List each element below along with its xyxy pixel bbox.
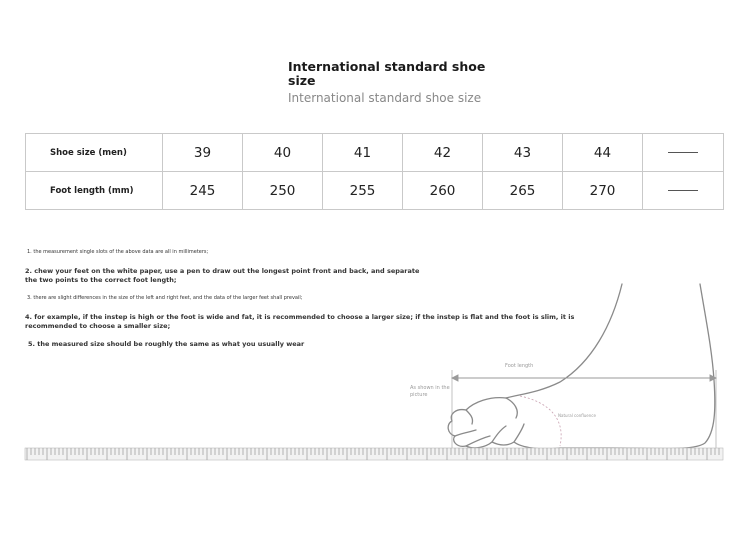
table-cell: 270 (563, 172, 643, 210)
note-4: 4. for example, if the instep is high or the foot is wide and fat, it is recommended to choose a larger size; if the instep is flat and the foot is slim, it is recommended to choose a smaller size; (25, 313, 575, 330)
foot-length-label: Foot length (505, 363, 534, 369)
measure-arrow-icon (452, 370, 716, 450)
table-cell: 40 (243, 134, 323, 172)
note-1: 1. the measurement single slots of the above data are all in millimeters; (27, 249, 209, 255)
table-cell: 44 (563, 134, 643, 172)
table-cell: 260 (403, 172, 483, 210)
page-subtitle: International standard shoe size (288, 91, 482, 105)
note-5: 5. the measured size should be roughly the same as what you usually wear (28, 340, 305, 348)
table-cell: 41 (323, 134, 403, 172)
table-cell: 245 (163, 172, 243, 210)
page-title: International standard shoe size (288, 59, 486, 88)
note-2: 2. chew your feet on the white paper, use a pen to draw out the longest point front and back, and separate the two points to the correct foot length; (25, 267, 420, 284)
table-cell: 39 (163, 134, 243, 172)
table-cell: 250 (243, 172, 323, 210)
as-shown-label: As shown in the picture (410, 385, 450, 398)
natural-confluence-label: Natural confluence (558, 413, 596, 418)
table-cell: 43 (483, 134, 563, 172)
foot-outline-icon (448, 284, 715, 449)
row-header-foot-length: Foot length (mm) (26, 172, 163, 210)
table-cell: 255 (323, 172, 403, 210)
note-3: 3. there are slight differences in the size of the left and right feet, and the data of the larger feet shall prevail; (27, 295, 303, 301)
row-header-shoe-size: Shoe size (men) (26, 134, 163, 172)
table-cell: 42 (403, 134, 483, 172)
confluence-curve (520, 396, 561, 446)
ruler (25, 448, 723, 460)
table-cell: 265 (483, 172, 563, 210)
